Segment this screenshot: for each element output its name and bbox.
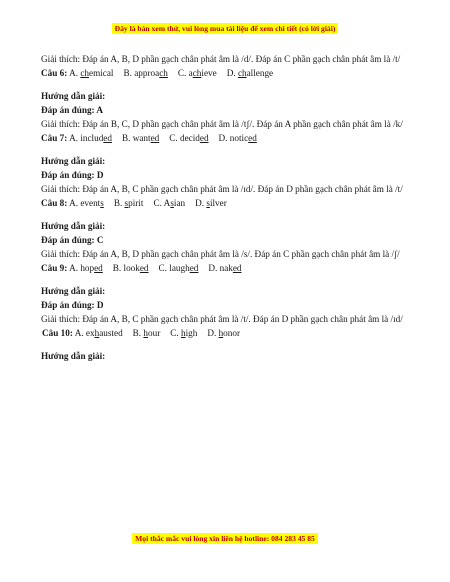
option-letter: A. (69, 263, 79, 273)
answer-option (208, 263, 241, 273)
question-label: Câu 10: (42, 328, 73, 338)
option-underlined: ed (248, 133, 257, 143)
answer-explanation: Giải thích: Đáp án A, B, D phần gạch chân phát âm là /s/. Đáp án C phần gạch chân phát âm là /ʃ/ (41, 249, 400, 259)
option-underlined: ed (199, 133, 209, 143)
option-text-pre: notic (229, 133, 249, 143)
option-text-post: pirit (128, 198, 144, 208)
option-text-pre: laugh (169, 263, 190, 273)
option-underlined: s (100, 198, 104, 208)
option-underlined: ed (103, 133, 112, 143)
option-letter: C. (170, 328, 179, 338)
option-text-post: austed (99, 328, 123, 338)
bottom-banner-text: Mọi thắc mắc vui lòng xin liên hệ hotline: 084 283 45 85 (132, 533, 318, 544)
answer-option (219, 133, 257, 143)
option-underlined: s (206, 198, 210, 208)
question-line (41, 261, 415, 275)
option-letter: A. (74, 328, 84, 338)
answer-option (69, 68, 113, 78)
option-letter: B. (132, 328, 142, 338)
option-text-pre: ex (85, 328, 95, 338)
answer-option (122, 133, 159, 143)
answer-option (69, 263, 103, 273)
option-underlined: ch (237, 68, 247, 78)
option-underlined: ch (159, 68, 168, 78)
answer-letter: D (96, 300, 104, 310)
answer-option (169, 133, 208, 143)
question-list (41, 66, 415, 363)
correct-answer (41, 168, 415, 182)
guide-heading: Hướng dẫn giải: (41, 351, 106, 361)
option-underlined: h (218, 328, 224, 338)
answer-prefix: Đáp án đúng: (41, 235, 97, 245)
option-text-post: igh (185, 328, 198, 338)
option-letter: D. (218, 133, 228, 143)
question-line (41, 326, 415, 340)
answer-option (75, 328, 123, 338)
option-underlined: h (94, 328, 100, 338)
option-underlined: ch (192, 68, 202, 78)
answer-option (207, 328, 240, 338)
answer-prefix: Đáp án đúng: (41, 300, 97, 310)
option-letter: D. (195, 198, 205, 208)
option-letter: D. (226, 68, 236, 78)
option-underlined: ed (150, 133, 160, 143)
option-text-pre: approa (134, 68, 160, 78)
option-letter: B. (112, 263, 122, 273)
question-label: Câu 9: (41, 263, 68, 273)
bottom-banner (0, 534, 450, 543)
option-underlined: ed (189, 263, 199, 273)
top-banner (0, 24, 450, 33)
option-underlined: ed (139, 263, 149, 273)
answer-option (178, 68, 217, 78)
option-text-pre: A (163, 198, 171, 208)
intro-explanation: Giải thích: Đáp án A, B, D phần gạch chân phát âm là /d/. Đáp án C phần gạch chân phát âm là /t/ (41, 54, 401, 64)
option-text-pre: decid (179, 133, 200, 143)
question-label: Câu 8: (41, 198, 68, 208)
option-text-post: our (148, 328, 161, 338)
answer-letter: D (96, 170, 104, 180)
option-text-pre: a (188, 68, 193, 78)
option-underlined: ed (232, 263, 242, 273)
answer-option (113, 263, 149, 273)
option-letter: C. (153, 198, 162, 208)
option-text-post: onor (223, 328, 240, 338)
option-underlined: s (170, 198, 174, 208)
option-underlined: h (180, 328, 186, 338)
option-underlined: ch (80, 68, 89, 78)
answer-explanation: Giải thích: Đáp án A, B, C phần gạch chân phát âm là /ɪd/. Đáp án D phần gạch chân phát âm là /t/ (41, 184, 403, 194)
answer-option (69, 133, 112, 143)
answer-explanation: Giải thích: Đáp án B, C, D phần gạch chân phát âm là /tʃ/. Đáp án A phần gạch chân phát âm là /k/ (41, 119, 403, 129)
option-letter: B. (113, 198, 123, 208)
answer-prefix: Đáp án đúng: (41, 105, 97, 115)
option-letter: D. (208, 263, 218, 273)
question-line (41, 196, 415, 210)
correct-answer (41, 298, 415, 312)
option-text-post: ilver (209, 198, 227, 208)
option-letter: C. (177, 68, 187, 78)
answer-prefix: Đáp án đúng: (41, 170, 97, 180)
option-text-post: allenge (246, 68, 274, 78)
option-text-post: ian (173, 198, 186, 208)
option-text-pre: nak (219, 263, 233, 273)
option-letter: B. (121, 133, 131, 143)
question-label: Câu 6: (41, 68, 68, 78)
question-line (41, 66, 415, 80)
answer-letter: C (96, 235, 104, 245)
answer-explanation: Giải thích: Đáp án A, B, C phần gạch chân phát âm là /t/. Đáp án D phần gạch chân phát âm là /ɪd/ (41, 314, 403, 324)
option-text-pre: want (132, 133, 151, 143)
answer-option (195, 198, 227, 208)
option-text-post: emical (89, 68, 114, 78)
answer-option (114, 198, 144, 208)
correct-answer (41, 103, 415, 117)
option-underlined: h (143, 328, 148, 338)
option-underlined: ed (94, 263, 103, 273)
guide-heading: Hướng dẫn giải: (41, 156, 106, 166)
option-text-post: ieve (201, 68, 217, 78)
option-underlined: s (124, 198, 129, 208)
document-body (41, 52, 415, 363)
option-letter: C. (169, 133, 178, 143)
answer-option (69, 198, 104, 208)
option-text-pre: event (80, 198, 101, 208)
question-label: Câu 7: (41, 133, 68, 143)
correct-answer (41, 233, 415, 247)
answer-option (153, 198, 185, 208)
answer-option (133, 328, 161, 338)
option-text-pre: look (123, 263, 140, 273)
option-text-pre: includ (80, 133, 104, 143)
guide-heading: Hướng dẫn giải: (41, 221, 106, 231)
answer-option (227, 68, 273, 78)
option-text-pre: hop (80, 263, 95, 273)
option-letter: A. (69, 133, 79, 143)
guide-heading: Hướng dẫn giải: (41, 91, 106, 101)
answer-option (159, 263, 199, 273)
answer-letter: A (96, 105, 104, 115)
answer-option (124, 68, 168, 78)
question-line (41, 131, 415, 145)
top-banner-text: Đây là bản xem thử, vui lòng mua tài liệu để xem chi tiết (có lời giải) (112, 23, 339, 34)
option-letter: D. (207, 328, 217, 338)
guide-heading: Hướng dẫn giải: (41, 286, 106, 296)
option-letter: B. (123, 68, 132, 78)
option-letter: A. (69, 68, 79, 78)
answer-option (170, 328, 197, 338)
option-letter: A. (69, 198, 79, 208)
option-letter: C. (158, 263, 167, 273)
